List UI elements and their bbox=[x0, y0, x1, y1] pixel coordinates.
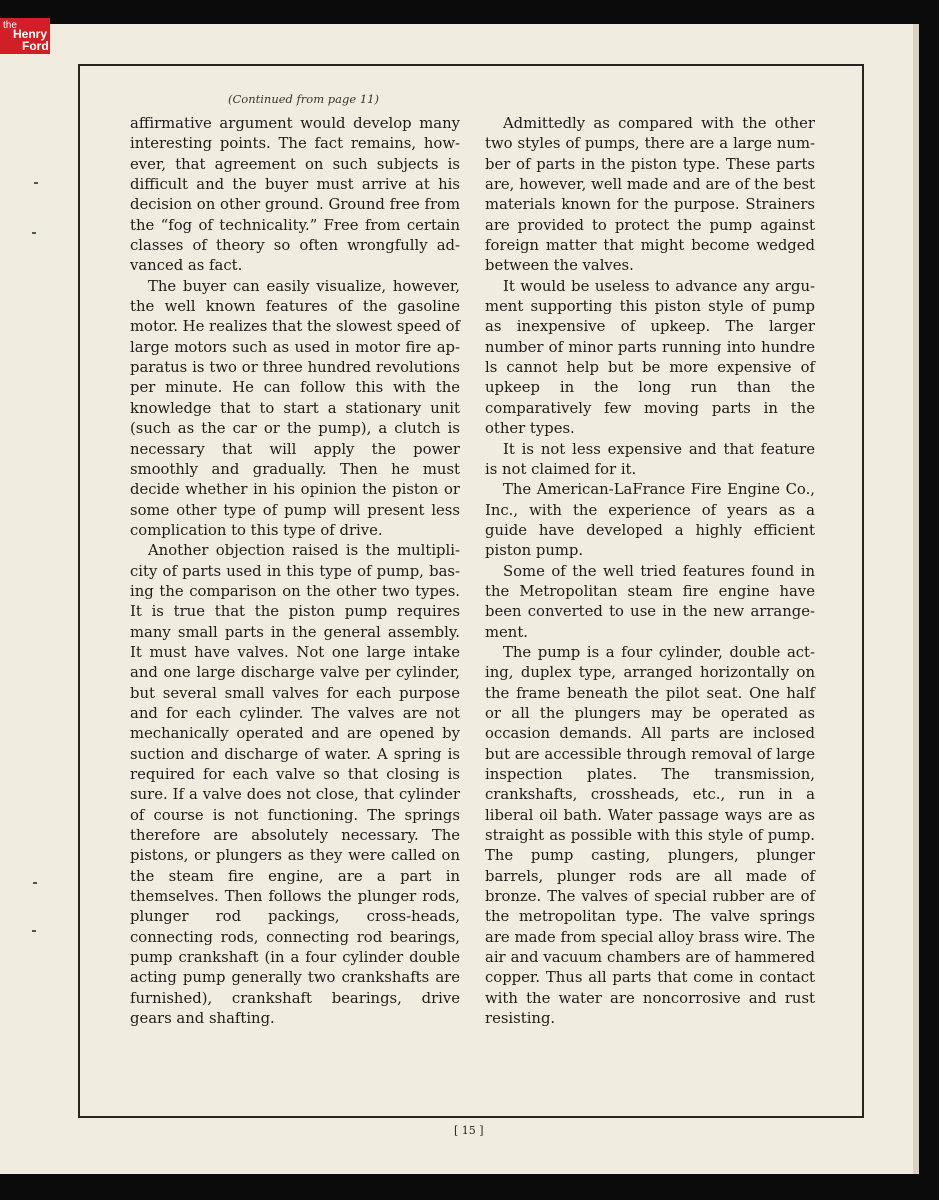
left-paragraph-3: Another objection raised is the multiplicity of parts used in this type of pump, basing the comparison on the other two types. It is true that the piston pump requires many small parts in the general assembly. It must have valves. Not one large intake and one large discharge valve per cylinder, but several small valves for each purpose and for each cylinder. The valves are not mechanically operated and are opened by suction and discharge of water. A spring is required for each valve so that closing is sure. If a valve does not close, that cylinder of course is not functioning. The springs therefore are absolutely necessary. The pistons, or plungers as they were called on the steam fire engine, are a part in themselves. Then follows the plunger rods, plunger rod packings, cross-heads, connecting rods, connecting rod bearings, pump crankshaft (in a four cylinder double acting pump generally two crankshafts are furnished), crankshaft bearings, drive gears and shafting. bbox=[130, 542, 460, 1028]
right-paragraph-1: Admittedly as compared with the other two styles of pumps, there are a large number of parts in the piston type. These parts are, however, well made and are of the best materials known for the purpose. Strainers are provided to protect the pump against foreign matter that might become wedged between the valves. bbox=[485, 115, 815, 275]
right-paragraph-5: Some of the well tried features found in the Metropolitan steam fire engine have been converted to use in the new arrangement. bbox=[485, 562, 815, 641]
right-column bbox=[485, 114, 815, 1029]
margin-mark bbox=[33, 882, 37, 884]
logo-word-ford: Ford bbox=[22, 39, 49, 53]
margin-mark bbox=[32, 232, 36, 234]
right-paragraph-3: It is not less expensive and that feature is not claimed for it. bbox=[485, 440, 815, 478]
logo-word-the: the bbox=[3, 20, 17, 31]
logo-word-henry: Henry bbox=[13, 27, 48, 41]
page-number: [ 15 ] bbox=[454, 1124, 484, 1137]
henry-ford-logo bbox=[0, 18, 50, 54]
margin-mark bbox=[32, 930, 36, 932]
right-paragraph-2: It would be useless to advance any argument supporting this piston style of pump as inexpensive of upkeep. The larger number of minor parts running into hundre ls cannot help but be more expensive of upkeep in the long run than the comparatively few moving parts in the other types. bbox=[485, 277, 815, 438]
right-paragraph-6: The pump is a four cylinder, double acting, duplex type, arranged horizontally on the frame beneath the pilot seat. One half or all the plungers may be operated as occasion demands. All parts are inclosed but are accessible through removal of large inspection plates. The transmission, crankshafts, crossheads, etc., run in a liberal oil bath. Water passage ways are as straight as possible with this style of pump. The pump casting, plungers, plunger barrels, plunger rods are all made of bronze. The valves of special rubber are of the metropolitan type. The valve springs are made from special alloy brass wire. The air and vacuum chambers are of hammered copper. Thus all parts that come in contact with the water are noncorrosive and rust resisting. bbox=[485, 643, 815, 1028]
page-edge bbox=[913, 24, 919, 1174]
left-paragraph-2: The buyer can easily visualize, however, the well known features of the gasoline motor. He realizes that the slowest speed of large motors such as used in motor fire apparatus is two or three hundred revolutions per minute. He can follow this with the knowledge that to start a stationary unit (such as the car or the pump), a clutch is necessary that will apply the power smoothly and gradually. Then he must decide whether in his opinion the piston or some other type of pump will present less complication to this type of drive. bbox=[130, 277, 460, 539]
continued-note: (Continued from page 11) bbox=[228, 92, 379, 106]
left-column bbox=[130, 114, 460, 1029]
margin-mark bbox=[34, 182, 38, 184]
right-paragraph-4: The American-LaFrance Fire Engine Co., Inc., with the experience of years as a guide have developed a highly efficient piston pump. bbox=[485, 481, 815, 560]
left-paragraph-1: affirmative argument would develop many interesting points. The fact remains, however, that agreement on such subjects is difficult and the buyer must arrive at his decision on other ground. Ground free from the “fog of technicality.” Free from certain classes of theory so often wrongfully advanced as fact. bbox=[130, 115, 460, 275]
